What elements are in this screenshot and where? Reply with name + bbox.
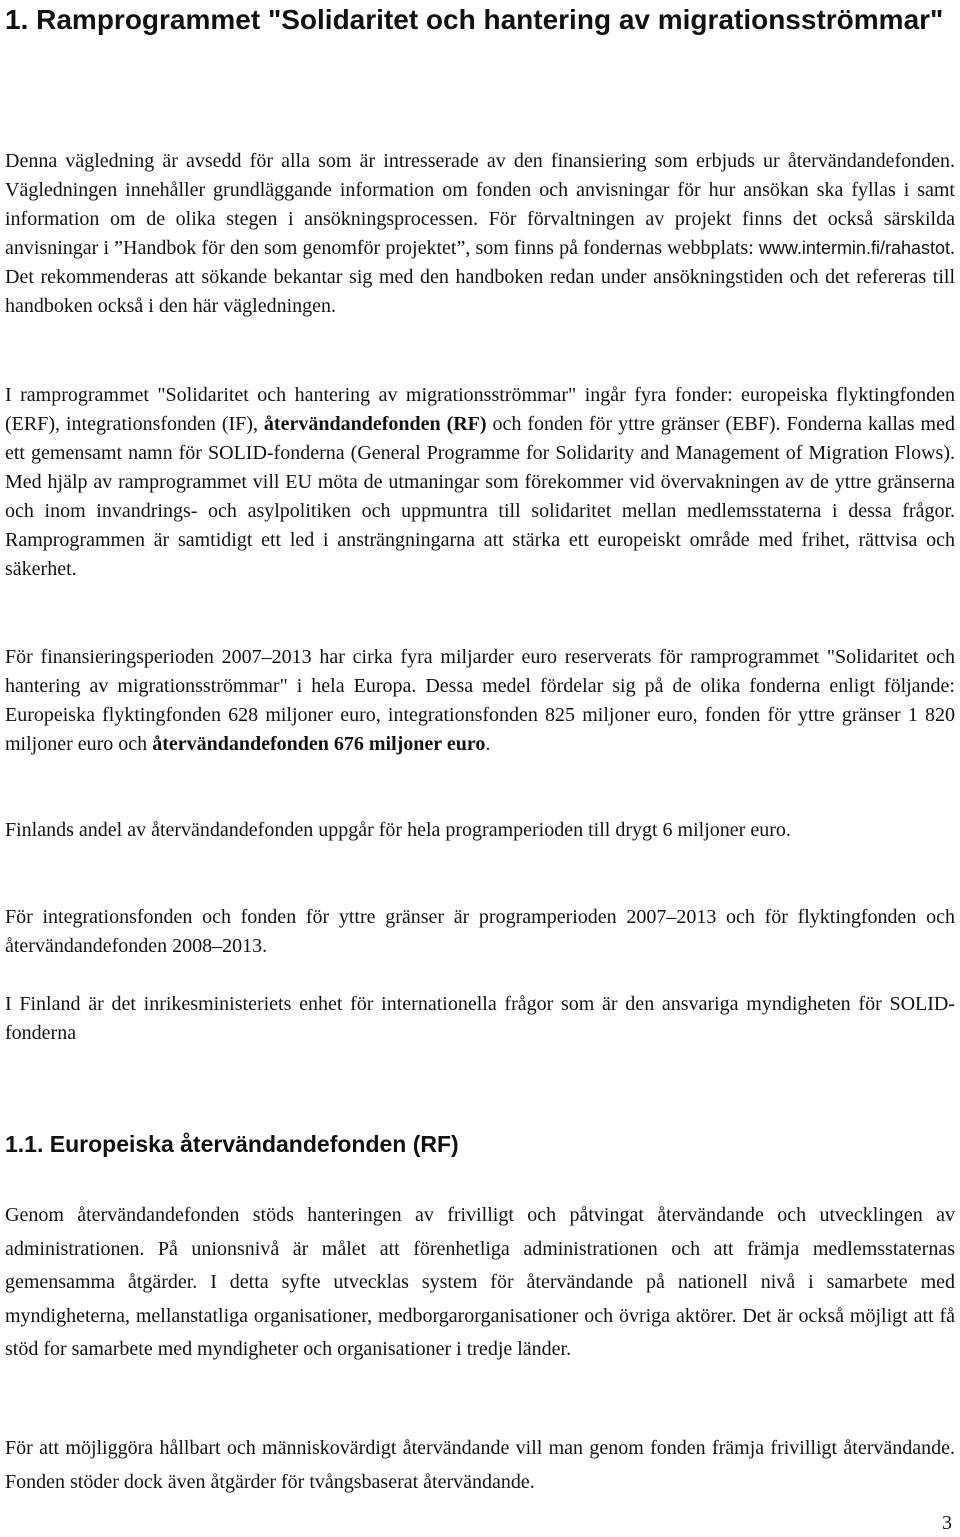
intro-paragraph: [5, 147, 955, 321]
funding-text-end: .: [485, 733, 491, 755]
funding-bold-amount: återvändandefonden 676 miljoner euro: [152, 733, 486, 755]
finland-share-paragraph: Finlands andel av återvändandefonden uppgår för hela programperioden till drygt 6 miljoner euro.: [5, 819, 791, 841]
funding-text-start: För finansieringsperioden 2007–2013 har cirka fyra miljarder euro reserverats för ramprogrammet "Solidaritet och hantering av migrationsströmmar" i hela Europa. Dessa medel fördelar sig på de olika fonderna enligt följande: Europeiska flyktingfonden 628 miljoner euro, integrationsfonden 825 miljoner euro, fonden för yttre gränser 1 820 miljoner euro och: [5, 646, 955, 755]
chapter-heading: 1. Ramprogrammet "Solidaritet och hantering av migrationsströmmar": [5, 4, 944, 35]
section-heading: 1.1. Europeiska återvändandefonden (RF): [5, 1131, 459, 1157]
intro-text-start: Denna vägledning är avsedd för alla som är intresserade av den finansiering som erbjuds ur återvändandefonden. Vägledningen innehåller grundläggande information om fonden och anvisningar för hur ansökan ska fyllas i samt information om de olika stegen i ansökningsprocessen. För förvaltningen av projekt finns det också särskilda anvisningar i ”Handbok för den som genomför projektet”, som finns på fondernas webbplats:: [5, 150, 955, 259]
return-fund-paragraph: Genom återvändandefonden stöds hanteringen av frivilligt och påtvingat återvändande och utvecklingen av administrationen. På unionsnivå är målet att förenhetliga administrationen och att främja medlemsstaternas gemensamma åtgärder. I detta syfte utvecklas system för återvändande på nationell nivå i samarbete med myndigheterna, mellanstatliga organisationer, medborgarorganisationer och övriga aktörer. Det är också möjligt att få stöd for samarbete med myndigheter och organisationer i tredje länder.: [5, 1204, 955, 1361]
framework-bold-fund: återvändandefonden (RF): [263, 413, 487, 435]
voluntary-return-paragraph: För att möjliggöra hållbart och människovärdigt återvändande vill man genom fonden främja frivilligt återvändande. Fonden stöder dock även åtgärder för tvångsbaserat återvändande.: [5, 1437, 955, 1493]
fund-website-link[interactable]: www.intermin.fi/rahastot: [758, 238, 950, 258]
framework-text-end: och fonden för yttre gränser (EBF). Fonderna kallas med ett gemensamt namn för SOLID-fonderna (General Programme for Solidarity and Management of Migration Flows). Med hjälp av ramprogrammet vill EU möta de utmaningar som förekommer vid övervakningen av de yttre gränserna och inom invandrings- och asylpolitiken och uppmuntra till solidaritet mellan medlemsstaterna i dessa frågor. Ramprogrammen är samtidigt ett led i ansträngningarna att stärka ett europeiskt område med frihet, rättvisa och säkerhet.: [5, 413, 955, 580]
intro-text-end: . Det rekommenderas att sökande bekantar sig med den handboken redan under ansökningstiden och det refereras till handboken också i den här vägledningen.: [5, 237, 955, 317]
page-number: 3: [942, 1512, 952, 1534]
authority-paragraph: I Finland är det inrikesministeriets enhet för internationella frågor som är den ansvariga myndigheten för SOLID-fonderna: [5, 993, 955, 1044]
program-period-paragraph: För integrationsfonden och fonden för yttre gränser är programperioden 2007–2013 och för flyktingfonden och återvändandefonden 2008–2013.: [5, 906, 955, 957]
framework-text-start: I ramprogrammet "Solidaritet och hantering av migrationsströmmar" ingår fyra fonder: europeiska flyktingfonden (ERF), integrationsfonden (IF),: [5, 384, 955, 435]
funding-paragraph: [5, 643, 955, 759]
framework-paragraph: [5, 381, 955, 584]
